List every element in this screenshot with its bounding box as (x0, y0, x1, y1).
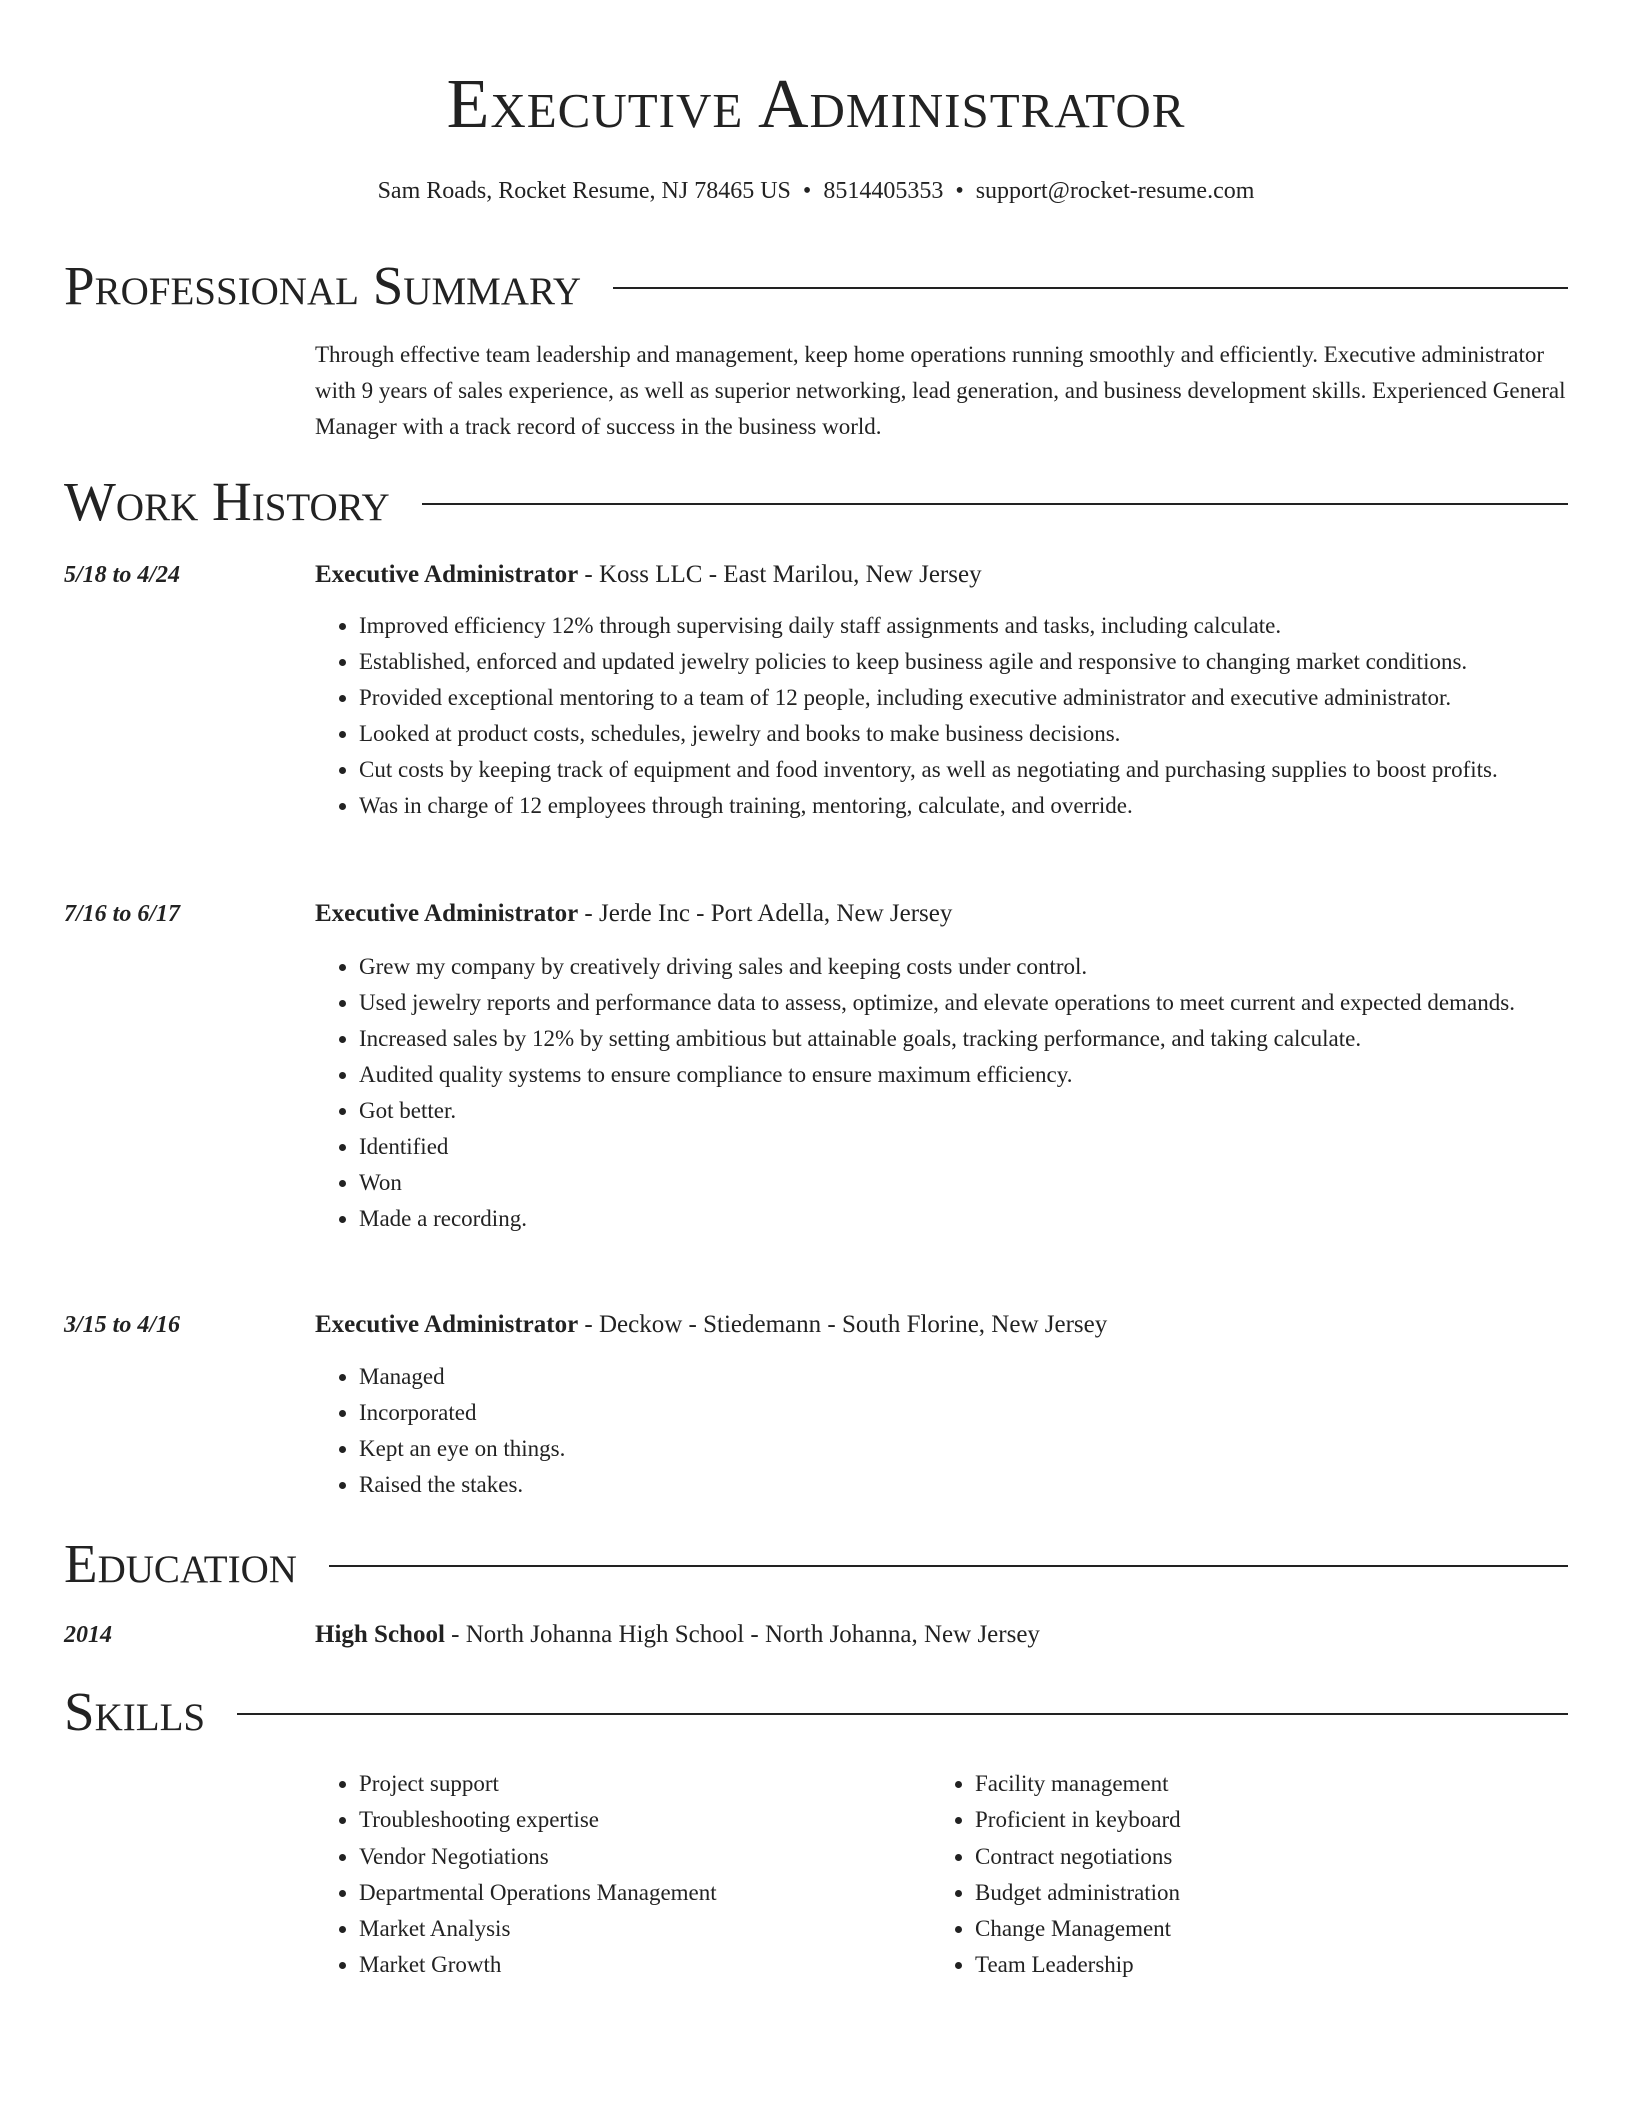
section-divider (329, 1565, 1568, 1567)
list-item: • Kept an eye on things. (359, 1431, 1568, 1467)
list-item: • Facility management (975, 1766, 1547, 1802)
job-dates: 3/15 to 4/16 (64, 1312, 181, 1338)
skills-section-header (64, 1682, 1568, 1742)
list-item: • Market Analysis (359, 1911, 931, 1947)
list-item: • Departmental Operations Management (359, 1875, 931, 1911)
job-details: - Koss LLC - East Marilou, New Jersey (578, 561, 982, 588)
contact-line (0, 176, 1632, 206)
education-year: 2014 (64, 1622, 112, 1648)
list-item: • Was in charge of 12 employees through training, mentoring, calculate, and override. (359, 788, 1568, 824)
summary-text: Through effective team leadership and management, keep home operations running smoothly and efficiently. Executive administrator with 9 years of sales experience, as well as superior networking, lead generation, and business development skills. Experienced General Manager with a track record of success in the business world. (315, 342, 1566, 439)
list-item: • Used jewelry reports and performance data to assess, optimize, and elevate operations to meet current and expected demands. (359, 985, 1568, 1021)
education-degree: High School (315, 1621, 445, 1648)
contact-email: support@rocket-resume.com (975, 178, 1255, 204)
contact-separator: • (802, 178, 812, 204)
skills-column-left (315, 1766, 931, 1984)
education-section-header (64, 1534, 1568, 1594)
contact-separator: • (955, 178, 964, 204)
contact-phone: 8514405353 (823, 178, 944, 204)
skills-heading: Skills (64, 1681, 206, 1742)
list-item: • Market Growth (359, 1947, 931, 1983)
summary-heading: Professional Summary (64, 255, 582, 316)
job-bullets (315, 1359, 1568, 1503)
section-divider (613, 287, 1568, 289)
job-title-line (315, 560, 982, 590)
section-divider (422, 503, 1568, 505)
list-item: • Got better. (359, 1093, 1568, 1129)
education-details: - North Johanna High School - North Johanna, New Jersey (444, 1621, 1040, 1648)
list-item: • Change Management (975, 1911, 1547, 1947)
education-heading: Education (64, 1533, 297, 1594)
list-item: • Audited quality systems to ensure compliance to ensure maximum efficiency. (359, 1057, 1568, 1093)
list-item: • Looked at product costs, schedules, jewelry and books to make business decisions. (359, 716, 1568, 752)
job-title-line (315, 899, 952, 929)
job-title-line (315, 1310, 1107, 1340)
skills-column-right (931, 1766, 1547, 1984)
list-item: • Vendor Negotiations (359, 1839, 931, 1875)
contact-address: Sam Roads, Rocket Resume, NJ 78465 US (377, 178, 791, 204)
list-item: • Won (359, 1165, 1568, 1201)
job-dates: 7/16 to 6/17 (64, 901, 181, 927)
skills-list (315, 1766, 1568, 1984)
list-item: • Project support (359, 1766, 931, 1802)
job-details: - Jerde Inc - Port Adella, New Jersey (578, 900, 953, 927)
list-item: • Identified (359, 1129, 1568, 1165)
list-item: • Contract negotiations (975, 1839, 1547, 1875)
list-item: • Budget administration (975, 1875, 1547, 1911)
list-item: • Provided exceptional mentoring to a team of 12 people, including executive administrator and executive administrator. (359, 680, 1568, 716)
job-bullets (315, 608, 1568, 824)
work-heading: Work History (64, 471, 390, 532)
job-title: Executive Administrator (315, 561, 579, 588)
job-title: Executive Administrator (315, 1311, 579, 1338)
list-item: • Cut costs by keeping track of equipment and food inventory, as well as negotiating and purchasing supplies to boost profits. (359, 752, 1568, 788)
list-item: • Proficient in keyboard (975, 1802, 1547, 1838)
list-item: • Made a recording. (359, 1201, 1568, 1237)
section-divider (237, 1713, 1568, 1715)
list-item: • Incorporated (359, 1395, 1568, 1431)
list-item: • Raised the stakes. (359, 1467, 1568, 1503)
education-line (315, 1620, 1040, 1650)
job-title: Executive Administrator (315, 900, 579, 927)
list-item: • Increased sales by 12% by setting ambitious but attainable goals, tracking performance, and taking calculate. (359, 1021, 1568, 1057)
list-item: • Improved efficiency 12% through supervising daily staff assignments and tasks, including calculate. (359, 608, 1568, 644)
list-item: • Grew my company by creatively driving sales and keeping costs under control. (359, 949, 1568, 985)
job-details: - Deckow - Stiedemann - South Florine, New Jersey (578, 1311, 1108, 1338)
job-bullets (315, 949, 1568, 1237)
work-section-header (64, 472, 1568, 532)
list-item: • Team Leadership (975, 1947, 1547, 1983)
resume-name: Executive Administrator (446, 66, 1186, 143)
list-item: • Managed (359, 1359, 1568, 1395)
summary-section-header (64, 256, 1568, 316)
job-dates: 5/18 to 4/24 (64, 562, 181, 588)
list-item: • Established, enforced and updated jewelry policies to keep business agile and responsive to changing market conditions. (359, 644, 1568, 680)
list-item: • Troubleshooting expertise (359, 1802, 931, 1838)
